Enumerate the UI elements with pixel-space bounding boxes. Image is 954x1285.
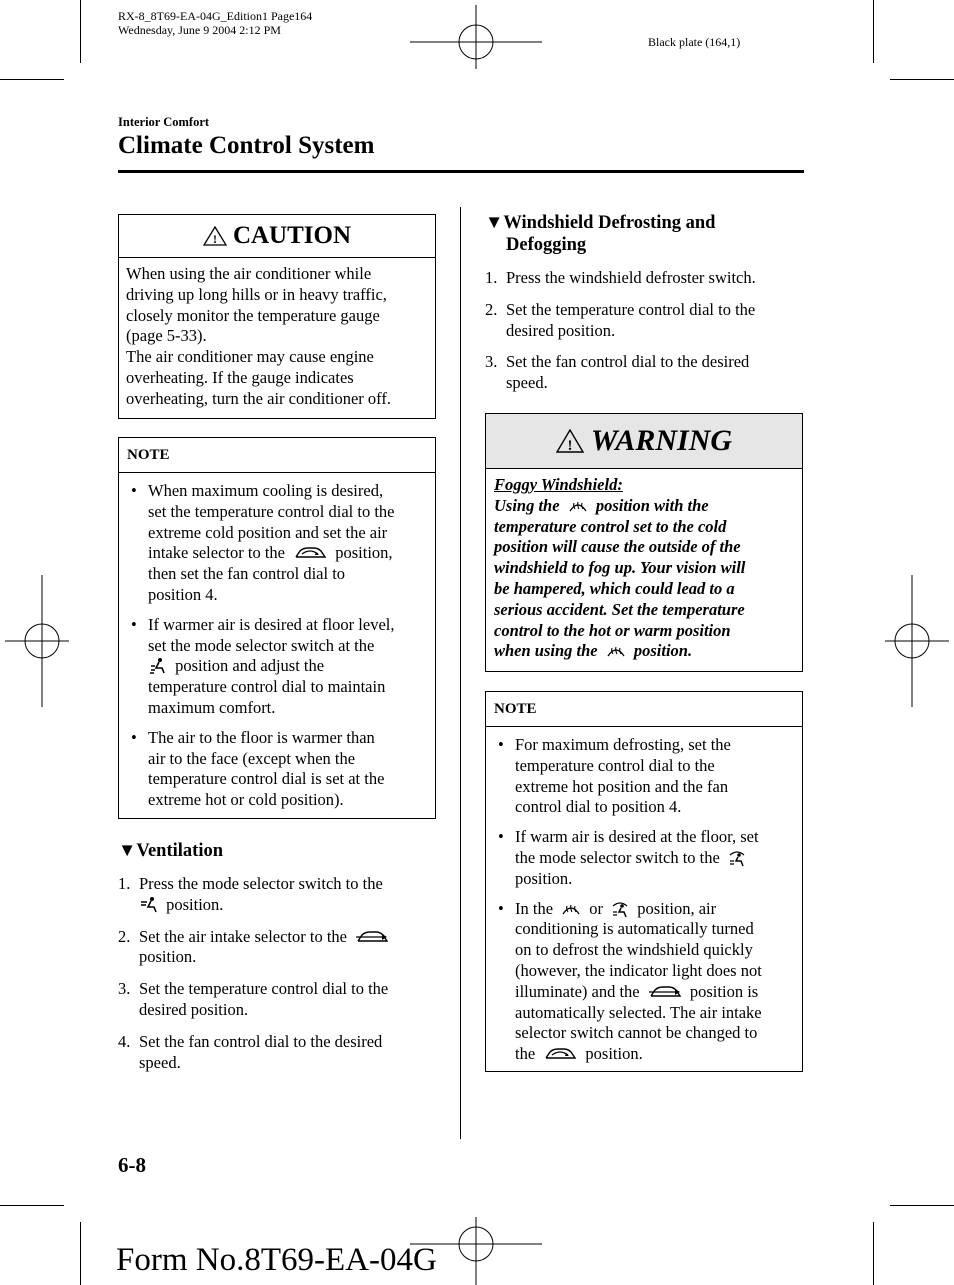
warning-subhead: Foggy Windshield: bbox=[494, 475, 623, 494]
list-item: • For maximum defrosting, set the temperature control dial to the extreme hot position and the fan control dial to position 4. bbox=[494, 735, 798, 818]
note-list bbox=[119, 473, 435, 811]
print-date-line: Wednesday, June 9 2004 2:12 PM bbox=[118, 23, 281, 37]
caution-box bbox=[118, 214, 436, 419]
column-divider bbox=[460, 207, 461, 1139]
list-item: 1. Press the mode selector switch to the position. bbox=[118, 874, 383, 914]
warning-header bbox=[486, 414, 802, 469]
caution-line: closely monitor the temperature gauge bbox=[126, 305, 380, 325]
caution-line: driving up long hills or in heavy traffic, bbox=[126, 284, 387, 304]
caution-line: The air conditioner may cause engine bbox=[126, 347, 374, 367]
caution-header bbox=[119, 215, 435, 258]
page-title: Climate Control System bbox=[118, 132, 375, 159]
list-item: • The air to the floor is warmer than air to the face (except when the temperature control dial is set at the extreme hot or cold position). bbox=[127, 728, 431, 811]
caution-heading: CAUTION bbox=[232, 222, 352, 249]
note-header bbox=[486, 692, 802, 727]
floor-mode-icon bbox=[148, 657, 168, 675]
list-item: 2. Set the temperature control dial to the desired position. bbox=[485, 299, 756, 340]
note-list bbox=[486, 727, 802, 1065]
triangle-marker-icon: ▼ bbox=[485, 213, 504, 233]
warning-heading: WARNING bbox=[590, 424, 733, 457]
title-rule bbox=[118, 170, 804, 173]
caution-triangle-icon bbox=[203, 226, 227, 246]
list-item: • When maximum cooling is desired, set the temperature control dial to the extreme cold position and set the air intake selector to the position, then set the fan control dial to position 4. bbox=[127, 481, 431, 606]
recirculate-air-icon bbox=[292, 544, 328, 562]
registration-mark-left bbox=[5, 575, 69, 707]
note-box-cooling bbox=[118, 437, 436, 819]
print-job-info bbox=[118, 9, 312, 37]
print-job-line: RX-8_8T69-EA-04G_Edition1 Page164 bbox=[118, 9, 313, 23]
list-item: 2. Set the air intake selector to the position. bbox=[118, 927, 448, 969]
list-item: 4. Set the fan control dial to the desired speed. bbox=[118, 1031, 383, 1072]
caution-line: overheating, turn the air conditioner off. bbox=[126, 388, 391, 408]
triangle-marker-icon: ▼ bbox=[118, 841, 137, 861]
section-label: Interior Comfort bbox=[118, 115, 210, 129]
list-item: 3. Set the temperature control dial to the desired position. bbox=[118, 979, 389, 1019]
warning-box bbox=[485, 413, 803, 672]
list-item: • If warm air is desired at the floor, set the mode selector switch to the position. bbox=[494, 827, 798, 889]
note-label: NOTE bbox=[127, 446, 170, 463]
defroster-icon bbox=[605, 642, 627, 660]
list-item: • If warmer air is desired at floor level, set the mode selector switch at the position and adjust the temperature control dial to maintain maximum comfort. bbox=[127, 615, 431, 719]
defroster-icon bbox=[560, 900, 582, 918]
list-item: 1. Press the windshield defroster switch. bbox=[485, 268, 756, 287]
list-item: 3. Set the fan control dial to the desired speed. bbox=[485, 352, 750, 393]
page-number: 6-8 bbox=[118, 1153, 146, 1177]
note-header bbox=[119, 438, 435, 473]
caution-body bbox=[119, 258, 435, 410]
floor-defrost-mode-icon bbox=[610, 900, 630, 918]
vent-mode-icon bbox=[139, 896, 159, 914]
recirculate-air-icon bbox=[542, 1045, 578, 1063]
fresh-air-icon bbox=[354, 928, 390, 946]
warning-triangle-icon bbox=[556, 429, 584, 453]
svg-text:!: ! bbox=[567, 438, 573, 453]
caution-line: overheating. If the gauge indicates bbox=[126, 367, 354, 387]
registration-mark-top bbox=[410, 5, 542, 69]
warning-body: Foggy Windshield: Using the position with the temperature control set to the cold position will cause the outside of the windshield to fog up. Your vision will be hampered, which could lead to a serious accident. Set the temperature control to the hot or warm position when using the position. bbox=[486, 469, 802, 662]
note-box-defrost bbox=[485, 691, 803, 1072]
plate-label: Black plate (164,1) bbox=[648, 35, 741, 49]
ventilation-heading: ▼Ventilation bbox=[118, 841, 224, 861]
defrost-steps bbox=[485, 268, 805, 405]
form-number: Form No.8T69-EA-04G bbox=[116, 1242, 437, 1278]
ventilation-steps bbox=[118, 874, 448, 1084]
svg-text:!: ! bbox=[212, 232, 217, 246]
registration-mark-right bbox=[885, 575, 949, 707]
note-label: NOTE bbox=[494, 700, 537, 717]
list-item: • In the or position, air conditioning is automatically turned on to defrost the windshield quickly (however, the indicator light does not illuminate) and the position is automatically selected. The air intake selector switch cannot be changed to the position. bbox=[494, 899, 798, 1065]
fresh-air-icon bbox=[647, 983, 683, 1001]
caution-line: When using the air conditioner while bbox=[126, 264, 372, 283]
floor-defrost-mode-icon bbox=[727, 849, 747, 867]
defrost-heading: ▼Windshield Defrosting and Defogging bbox=[485, 213, 716, 255]
caution-line: (page 5-33). bbox=[126, 326, 207, 346]
defroster-icon bbox=[567, 497, 589, 515]
